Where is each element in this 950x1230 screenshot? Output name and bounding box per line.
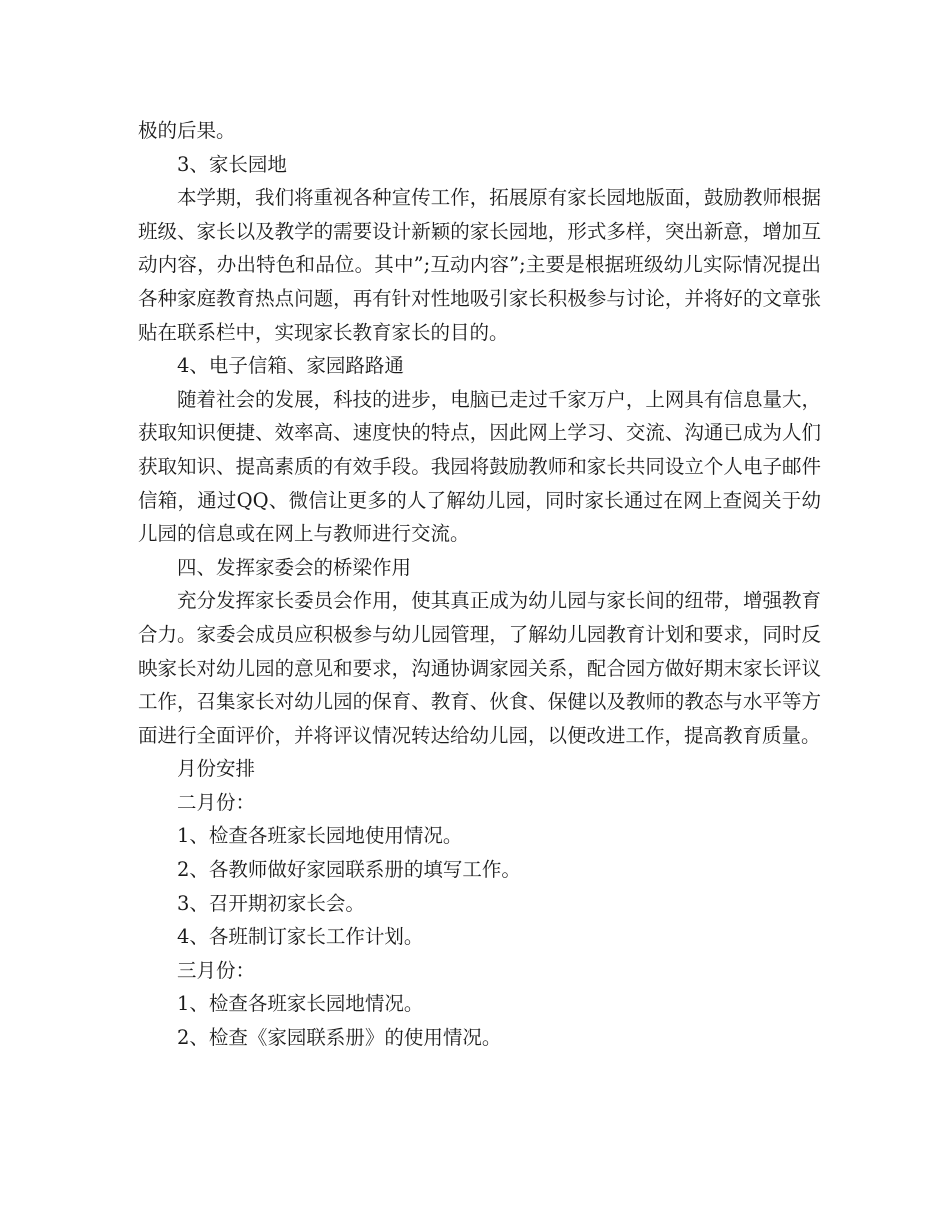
list-item: 2、各教师做好家园联系册的填写工作。 — [177, 858, 521, 882]
list-item: 1、检查各班家长园地情况。 — [177, 992, 424, 1016]
list-item: 3、召开期初家长会。 — [177, 891, 365, 915]
paragraph-parent-garden: 本学期，我们将重视各种宣传工作，拓展原有家长园地版面，鼓励教师根据班级、家长以及教学的需要设计新颖的家长园地，形式多样，突出新意，增加互动内容，办出特色和品位。其中”;互动内容”;主要是根据班级幼儿实际情况提出各种家庭教育热点问题，再有针对性地吸引家长积极参与讨论，并将好的文章张贴在联系栏中，实现家长教育家长的目的。 — [138, 186, 821, 344]
section-heading-committee: 四、发挥家委会的桥梁作用 — [177, 555, 412, 579]
list-item: 4、各班制订家长工作计划。 — [177, 925, 424, 949]
paragraph-committee: 充分发挥家长委员会作用，使其真正成为幼儿园与家长间的纽带，增强教育合力。家委会成员应积极参与幼儿园管理，了解幼儿园教育计划和要求，同时反映家长对幼儿园的意见和要求，沟通协调家园关系，配合园方做好期末家长评议工作，召集家长对幼儿园的保育、教育、伙食、保健以及教师的教态与水平等方面进行全面评价，并将评议情况转达给幼儿园，以便改进工作，提高教育质量。 — [138, 589, 821, 747]
heading-march: 三月份： — [177, 958, 256, 982]
list-item: 1、检查各班家长园地使用情况。 — [177, 824, 463, 848]
heading-february: 二月份： — [177, 790, 256, 814]
list-item: 2、检查《家园联系册》的使用情况。 — [177, 1026, 502, 1050]
document-body — [138, 114, 821, 1055]
section-heading-email: 4、电子信箱、家园路路通 — [177, 354, 404, 378]
heading-monthly-schedule: 月份安排 — [177, 757, 256, 781]
paragraph-email: 随着社会的发展，科技的进步，电脑已走过千家万户，上网具有信息量大，获取知识便捷、效率高、速度快的特点，因此网上学习、交流、沟通已成为人们获取知识、提高素质的有效手段。我园将鼓励教师和家长共同设立个人电子邮件信箱，通过QQ、微信让更多的人了解幼儿园，同时家长通过在网上查阅关于幼儿园的信息或在网上与教师进行交流。 — [138, 387, 821, 546]
paragraph-continuation: 极的后果。 — [138, 119, 236, 142]
section-heading-parent-garden: 3、家长园地 — [177, 152, 287, 176]
